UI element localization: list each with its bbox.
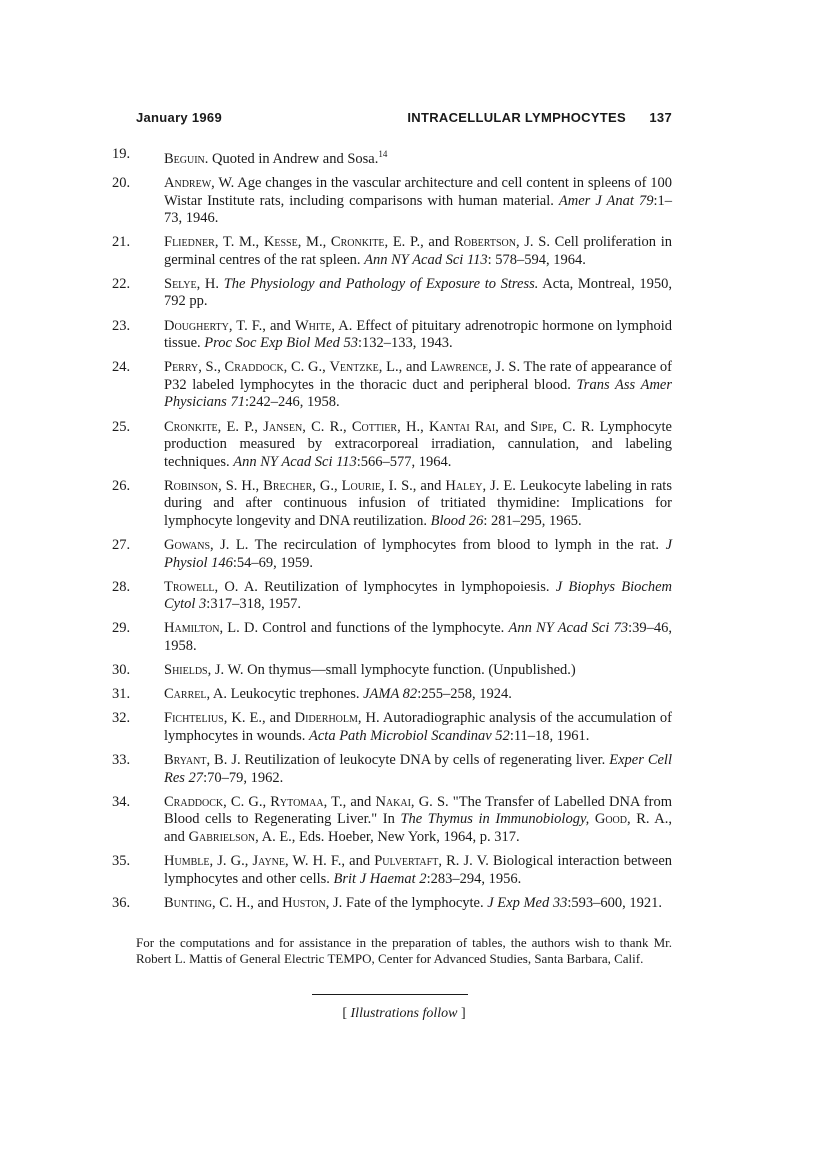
- author-name: Robertson: [454, 234, 516, 251]
- reference-number: 24.: [112, 359, 131, 376]
- reference-text: [164, 686, 512, 702]
- author-name: Perry: [164, 359, 199, 376]
- reference-text: [164, 710, 672, 744]
- reference-fragment: , T. M.,: [214, 234, 264, 251]
- reference-number: 27.: [112, 537, 131, 554]
- reference-number: 36.: [112, 894, 131, 911]
- illustrations-close-bracket: ]: [457, 1006, 466, 1021]
- reference-text: [164, 853, 672, 887]
- reference-fragment: , J. S. Cell proliferation in germinal centres of the rat spleen.: [164, 234, 673, 268]
- reference-number: 22.: [112, 275, 131, 292]
- author-name: Kantai Rai: [428, 418, 496, 435]
- author-name: Trowell: [164, 578, 215, 595]
- reference-item: [112, 318, 672, 353]
- reference-fragment: Acta, Montreal, 1950, 792 pp.: [164, 275, 672, 310]
- journal-title: Ann NY Acad Sci 113: [364, 251, 488, 268]
- reference-text: [164, 752, 672, 786]
- reference-fragment: , T. F., and: [228, 317, 295, 334]
- reference-fragment: , O. A. Reutilization of lymphocytes in lymphopoiesis.: [214, 578, 556, 595]
- journal-title: The Physiology and Pathology of Exposure to Stress.: [223, 275, 539, 292]
- reference-fragment: , C. G.,: [223, 793, 271, 810]
- author-name: Pulvertaft: [374, 853, 439, 870]
- reference-fragment: , L. D. Control and functions of the lymphocyte.: [219, 620, 509, 637]
- reference-item: [112, 359, 672, 412]
- reference-item: [112, 579, 672, 614]
- author-name: Robinson: [164, 477, 219, 494]
- reference-fragment: : 281–295, 1965.: [483, 513, 582, 530]
- reference-fragment: , S.,: [198, 359, 225, 376]
- reference-fragment: , C. G.,: [283, 359, 330, 376]
- author-name: Craddock: [224, 359, 284, 376]
- reference-text: [164, 537, 672, 571]
- illustrations-note: [136, 1006, 672, 1022]
- author-name: Fliedner: [164, 234, 215, 251]
- author-name: Ventzke: [329, 359, 379, 376]
- reference-fragment: . Quoted in Andrew and Sosa.: [204, 150, 379, 167]
- reference-fragment: : 578–594, 1964.: [487, 251, 586, 268]
- reference-number: 23.: [112, 317, 131, 334]
- author-name: Craddock: [164, 793, 224, 810]
- reference-text: [164, 662, 576, 678]
- author-name: Jayne: [252, 853, 286, 870]
- reference-fragment: , L., and: [378, 359, 431, 376]
- reference-text: [164, 276, 672, 310]
- author-name: Cronkite: [330, 234, 385, 251]
- reference-fragment: , A. E., Eds. Hoeber, New York, 1964, p. 317.: [255, 828, 520, 845]
- reference-fragment: :39–46, 1958.: [164, 620, 672, 655]
- author-name: Shields: [164, 662, 208, 679]
- author-name: Good: [594, 811, 627, 828]
- journal-title: J Exp Med 33: [487, 894, 568, 911]
- section-rule: [312, 994, 468, 995]
- reference-fragment: , J. S. The rate of appearance of P32 labeled lymphocytes in the thoracic duct and peripheral blood.: [164, 359, 672, 393]
- issue-date: January 1969: [136, 110, 222, 125]
- reference-fragment: , S. H.,: [218, 477, 264, 494]
- reference-fragment: , G. S. "The Transfer of Labelled DNA from Blood cells to Regenerating Liver." In: [164, 793, 672, 828]
- reference-fragment: , W. H. F., and: [285, 853, 375, 870]
- author-name: Humble: [164, 853, 210, 870]
- illustrations-text: Illustrations follow: [350, 1006, 458, 1021]
- reference-fragment: , G.,: [312, 477, 342, 494]
- reference-fragment: , C. H., and: [212, 894, 283, 911]
- reference-number: 25.: [112, 418, 131, 435]
- journal-title: Amer J Anat 79: [558, 192, 654, 209]
- reference-item: [112, 175, 672, 228]
- journal-title: J Biophys Biochem Cytol 3: [164, 578, 672, 613]
- reference-fragment: , A. Leukocytic trephones.: [206, 686, 364, 703]
- reference-text: [164, 175, 672, 226]
- reference-fragment: , and: [495, 418, 531, 435]
- reference-fragment: :283–294, 1956.: [426, 870, 522, 887]
- reference-text: [164, 620, 672, 654]
- reference-fragment: , J. Fate of the lymphocyte.: [325, 894, 488, 911]
- reference-fragment: , I. S., and: [381, 477, 446, 494]
- journal-title: J Physiol 146: [164, 537, 672, 571]
- reference-fragment: , C. R. Lymphocyte production measured by extracorporeal irradiation, cannulation, and labeling techniques.: [164, 418, 672, 470]
- reference-number: 21.: [112, 234, 131, 251]
- reference-fragment: :1–73, 1946.: [164, 192, 672, 227]
- reference-number: 19.: [112, 146, 131, 162]
- reference-fragment: , H.: [196, 275, 224, 292]
- reference-fragment: , M.,: [297, 234, 331, 251]
- reference-fragment: , R. J. V. Biological interaction between lymphocytes and other cells.: [164, 853, 672, 887]
- journal-title: JAMA 82: [363, 686, 418, 703]
- page-number: 137: [649, 110, 672, 125]
- author-name: Hamilton: [164, 620, 220, 637]
- author-name: Jansen: [263, 418, 303, 435]
- reference-text: [164, 895, 662, 911]
- reference-fragment: , T., and: [323, 793, 376, 810]
- reference-item: [112, 419, 672, 472]
- reference-text: [164, 794, 672, 845]
- reference-fragment: , W. Age changes in the vascular architecture and cell content in spleens of 100 Wistar Institute rats, including comparisons with human material.: [164, 174, 672, 209]
- acknowledgment: For the computations and for assistance in the preparation of tables, the authors wish to thank Mr. Robert L. Mattis of General Electric TEMPO, Center for Advanced Studies, Santa Barbara, Calif.: [136, 935, 672, 966]
- reference-number: 33.: [112, 752, 131, 769]
- reference-item: [112, 234, 672, 269]
- running-title: INTRACELLULAR LYMPHOCYTES: [407, 110, 626, 125]
- reference-item: [112, 752, 672, 787]
- reference-fragment: , C. R.,: [302, 418, 352, 435]
- journal-title: Exper Cell Res 27: [164, 752, 672, 786]
- author-name: Sipe: [530, 418, 554, 435]
- reference-number: 34.: [112, 793, 131, 810]
- author-name: Dougherty: [164, 317, 229, 334]
- illustrations-open-bracket: [: [342, 1006, 351, 1021]
- author-name: Carrel: [164, 686, 207, 703]
- citation-superscript: 14: [378, 149, 388, 159]
- journal-title: Ann NY Acad Sci 73: [508, 620, 629, 637]
- reference-fragment: , A. Effect of pituitary adrenotropic hormone on lymphoid tissue.: [164, 317, 672, 352]
- author-name: Diderholm: [294, 710, 358, 727]
- reference-fragment: :317–318, 1957.: [206, 596, 301, 613]
- reference-number: 31.: [112, 686, 131, 703]
- reference-fragment: , E. P., and: [384, 234, 455, 251]
- reference-text: [164, 318, 672, 352]
- reference-number: 20.: [112, 174, 131, 191]
- reference-number: 28.: [112, 578, 131, 595]
- reference-item: [112, 662, 672, 680]
- reference-number: 35.: [112, 853, 131, 870]
- reference-item: [112, 686, 672, 704]
- reference-text: [164, 359, 672, 410]
- author-name: Cronkite: [164, 418, 218, 435]
- author-name: Brecher: [263, 477, 313, 494]
- author-name: Haley: [445, 477, 483, 494]
- author-name: Beguin: [164, 150, 205, 167]
- journal-title: Acta Path Microbiol Scandinav 52: [309, 727, 510, 744]
- reference-number: 30.: [112, 662, 131, 679]
- reference-item: [112, 895, 672, 913]
- reference-item: [112, 146, 672, 168]
- reference-text: [164, 151, 387, 167]
- reference-fragment: :242–246, 1958.: [244, 394, 340, 411]
- author-name: Rytomaa: [270, 793, 324, 810]
- author-name: Kesse: [263, 234, 298, 251]
- reference-number: 32.: [112, 710, 131, 727]
- reference-fragment: , B. J. Reutilization of leukocyte DNA by cells of regenerating liver.: [206, 752, 610, 769]
- reference-fragment: , J. E. Leukocyte labeling in rats during and after continuous infusion of tritiated thymidine: Implications for lymphocyte longevity and DNA reutilization.: [164, 477, 672, 530]
- author-name: Gabrielson: [188, 828, 256, 845]
- reference-fragment: :132–133, 1943.: [357, 335, 453, 352]
- author-name: Huston: [282, 894, 326, 911]
- reference-fragment: :54–69, 1959.: [232, 554, 314, 571]
- reference-item: [112, 537, 672, 572]
- author-name: Lourie: [341, 477, 382, 494]
- journal-title: Blood 26: [430, 513, 484, 530]
- reference-item: [112, 794, 672, 847]
- author-name: Andrew: [164, 174, 212, 191]
- reference-fragment: , K. E., and: [223, 710, 295, 727]
- reference-text: [164, 419, 672, 470]
- author-name: Selye: [164, 275, 197, 292]
- journal-title: Ann NY Acad Sci 113: [233, 453, 357, 470]
- reference-fragment: , H.,: [397, 418, 429, 435]
- reference-list: [112, 146, 672, 919]
- author-name: Bunting: [164, 894, 212, 911]
- author-name: Cottier: [351, 418, 398, 435]
- reference-fragment: :70–79, 1962.: [203, 769, 284, 786]
- reference-fragment: :593–600, 1921.: [567, 894, 662, 911]
- author-name: Fichtelius: [164, 710, 224, 727]
- reference-fragment: , J. L. The recirculation of lymphocytes from blood to lymph in the rat.: [210, 537, 666, 554]
- reference-text: [164, 234, 672, 268]
- journal-title: Brit J Haemat 2: [333, 870, 427, 887]
- journal-title: The Thymus in Immunobiology,: [400, 811, 590, 828]
- reference-fragment: :566–577, 1964.: [356, 453, 452, 470]
- reference-fragment: , J. G.,: [209, 853, 253, 870]
- reference-fragment: :255–258, 1924.: [417, 686, 512, 703]
- journal-title: Proc Soc Exp Biol Med 53: [204, 335, 358, 352]
- reference-text: [164, 579, 672, 613]
- reference-text: [164, 478, 672, 529]
- reference-item: [112, 853, 672, 888]
- reference-number: 29.: [112, 620, 131, 637]
- reference-item: [112, 710, 672, 745]
- reference-fragment: , H. Autoradiographic analysis of the accumulation of lymphocytes in wounds.: [164, 710, 673, 744]
- author-name: Lawrence: [430, 359, 489, 376]
- reference-item: [112, 478, 672, 531]
- reference-number: 26.: [112, 477, 131, 494]
- journal-title: Trans Ass Amer Physicians 71: [164, 376, 673, 411]
- reference-item: [112, 276, 672, 311]
- author-name: Nakai: [375, 793, 411, 810]
- reference-fragment: , J. W. On thymus—small lymphocyte function. (Unpublished.): [207, 662, 576, 679]
- reference-item: [112, 620, 672, 655]
- reference-fragment: :11–18, 1961.: [509, 727, 590, 744]
- author-name: Bryant: [164, 752, 207, 769]
- author-name: Gowans: [164, 537, 211, 554]
- reference-fragment: , E. P.,: [217, 418, 264, 435]
- author-name: White: [294, 317, 332, 334]
- reference-fragment: , R. A., and: [164, 811, 673, 845]
